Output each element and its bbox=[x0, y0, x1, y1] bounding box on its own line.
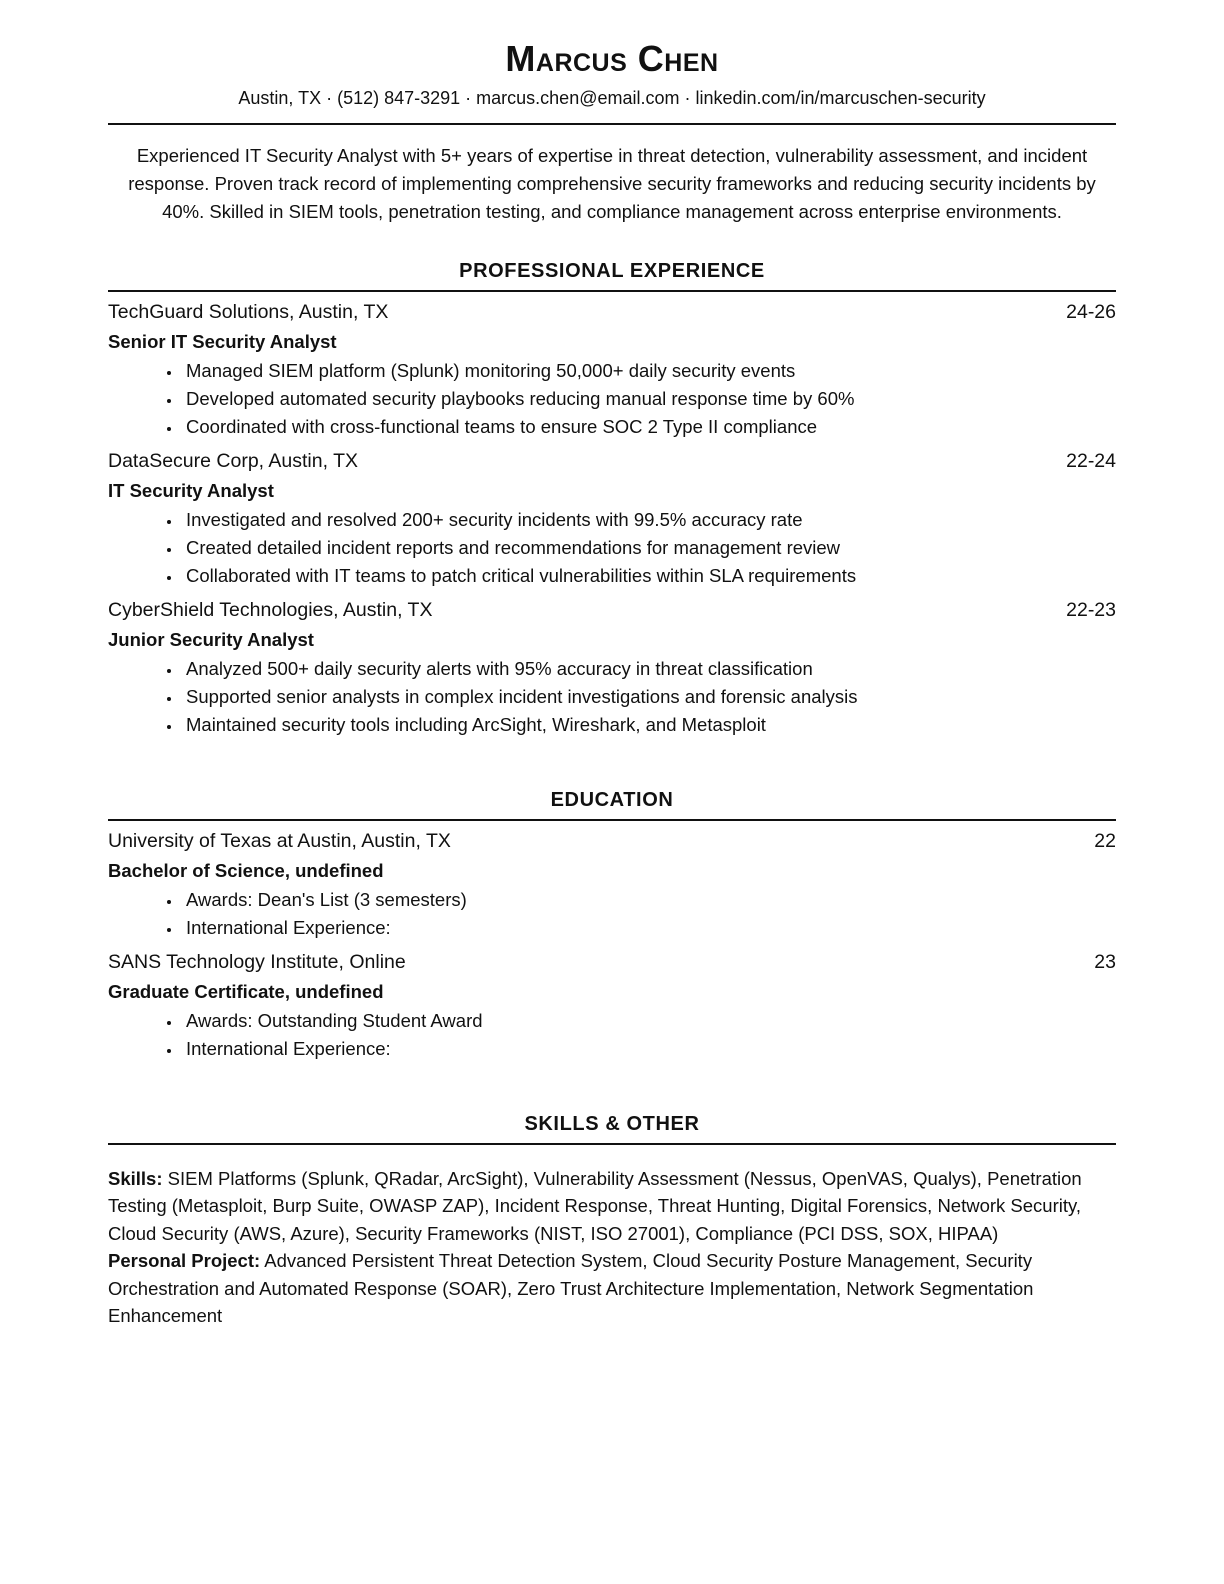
job-bullet: • Maintained security tools including ArcSight, Wireshark, and Metasploit bbox=[182, 711, 1116, 739]
job-dates: 22-24 bbox=[1066, 449, 1116, 472]
education-entry bbox=[108, 948, 1116, 1063]
job-company: DataSecure Corp, Austin, TX bbox=[108, 449, 359, 472]
job-title: Senior IT Security Analyst bbox=[108, 330, 337, 352]
job-bullet-list bbox=[108, 506, 1116, 590]
skills-divider bbox=[108, 1143, 1116, 1145]
job-bullet-list bbox=[108, 655, 1116, 739]
job-title: IT Security Analyst bbox=[108, 479, 274, 501]
degree-title: Bachelor of Science, undefined bbox=[108, 859, 384, 881]
education-entry bbox=[108, 827, 1116, 942]
job-bullet: • Managed SIEM platform (Splunk) monitoring 50,000+ daily security events bbox=[182, 357, 1116, 385]
job-dates: 22-23 bbox=[1066, 598, 1116, 621]
skills-paragraph bbox=[108, 1165, 1116, 1248]
job-entry bbox=[108, 298, 1116, 441]
job-company: CyberShield Technologies, Austin, TX bbox=[108, 598, 433, 621]
job-bullet: • Supported senior analysts in complex incident investigations and forensic analysis bbox=[182, 683, 1116, 711]
job-company: TechGuard Solutions, Austin, TX bbox=[108, 300, 389, 323]
contact-line: Austin, TX · (512) 847-3291 · marcus.chen@email.com · linkedin.com/in/marcuschen-security bbox=[238, 88, 986, 109]
education-bullet-list bbox=[108, 1007, 1116, 1063]
school-dates: 23 bbox=[1094, 950, 1116, 973]
job-bullet: • Investigated and resolved 200+ security incidents with 99.5% accuracy rate bbox=[182, 506, 1116, 534]
job-bullet-list bbox=[108, 357, 1116, 441]
education-bullet-list bbox=[108, 886, 1116, 942]
school-name: University of Texas at Austin, Austin, TX bbox=[108, 829, 451, 852]
education-bullet: • Awards: Dean's List (3 semesters) bbox=[182, 886, 1116, 914]
education-bullet: • International Experience: bbox=[182, 1035, 1116, 1063]
job-bullet: • Coordinated with cross-functional teams to ensure SOC 2 Type II compliance bbox=[182, 413, 1116, 441]
personal-project-label: Personal Project: bbox=[108, 1250, 261, 1272]
header-divider bbox=[108, 123, 1116, 125]
job-entry bbox=[108, 596, 1116, 739]
section-heading-experience: PROFESSIONAL EXPERIENCE bbox=[459, 259, 765, 282]
job-bullet: • Analyzed 500+ daily security alerts with 95% accuracy in threat classification bbox=[182, 655, 1116, 683]
personal-project-paragraph bbox=[108, 1247, 1116, 1330]
job-entry bbox=[108, 447, 1116, 590]
education-bullet: • Awards: Outstanding Student Award bbox=[182, 1007, 1116, 1035]
personal-project-text: Advanced Persistent Threat Detection System, Cloud Security Posture Management, Security Orchestration and Automated Response (SOAR), Zero Trust Architecture Implementation, Network Segmentation Enhancement bbox=[108, 1250, 1034, 1327]
education-divider bbox=[108, 819, 1116, 821]
candidate-name: Marcus Chen bbox=[505, 38, 719, 79]
job-dates: 24-26 bbox=[1066, 300, 1116, 323]
skills-label: Skills: bbox=[108, 1167, 163, 1189]
summary-paragraph: Experienced IT Security Analyst with 5+ years of expertise in threat detection, vulnerability assessment, and incident response. Proven track record of implementing comprehensive security frameworks and reducing security incidents by 40%. Skilled in SIEM tools, penetration testing, and compliance management across enterprise environments. bbox=[128, 144, 1096, 222]
job-bullet: • Created detailed incident reports and recommendations for management review bbox=[182, 534, 1116, 562]
section-heading-skills: SKILLS & OTHER bbox=[524, 1112, 700, 1135]
degree-title: Graduate Certificate, undefined bbox=[108, 980, 384, 1002]
job-bullet: • Collaborated with IT teams to patch critical vulnerabilities within SLA requirements bbox=[182, 562, 1116, 590]
skills-block bbox=[108, 1165, 1116, 1330]
experience-divider bbox=[108, 290, 1116, 292]
job-title: Junior Security Analyst bbox=[108, 628, 314, 650]
school-dates: 22 bbox=[1094, 829, 1116, 852]
skills-text: SIEM Platforms (Splunk, QRadar, ArcSight), Vulnerability Assessment (Nessus, OpenVAS, Qualys), Penetration Testing (Metasploit, Burp Suite, OWASP ZAP), Incident Response, Threat Hunting, Digital Forensics, Network Security, Cloud Security (AWS, Azure), Security Frameworks (NIST, ISO 27001), Compliance (PCI DSS, SOX, HIPAA) bbox=[108, 1167, 1082, 1244]
section-heading-education: EDUCATION bbox=[550, 788, 674, 811]
job-bullet: • Developed automated security playbooks reducing manual response time by 60% bbox=[182, 385, 1116, 413]
school-name: SANS Technology Institute, Online bbox=[108, 950, 406, 973]
education-bullet: • International Experience: bbox=[182, 914, 1116, 942]
